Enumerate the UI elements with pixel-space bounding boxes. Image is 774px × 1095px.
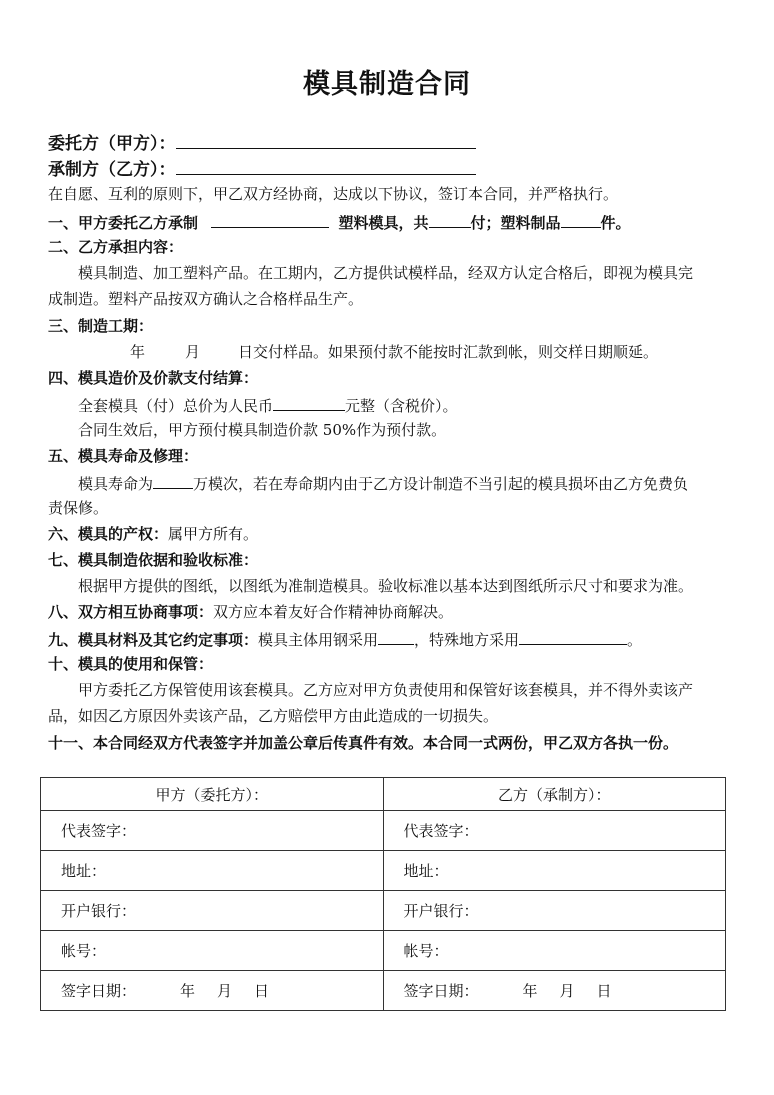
section-4-p2: 合同生效后，甲方预付模具制造价款 50%作为预付款。: [78, 421, 447, 439]
party-b-date-label: 签字日期：: [403, 982, 479, 1000]
section-2-p2: 成制造。塑料产品按双方确认之合格样品生产。: [48, 290, 364, 308]
section-11: 十一、本合同经双方代表签字并加盖公章后传真件有效。本合同一式两份，甲乙双方各执一份。: [48, 734, 679, 752]
party-b-date-month: 月: [559, 982, 575, 1000]
s6-text: 属甲方所有。: [168, 525, 259, 543]
party-b-bank[interactable]: 开户银行：: [383, 891, 726, 931]
s3-year: 年: [130, 343, 146, 361]
s3-delivery-text: 日交付样品。如果预付款不能按时汇款到帐，则交样日期顺延。: [238, 343, 659, 361]
section-4-p1: [78, 393, 734, 417]
mold-life-blank[interactable]: [153, 471, 193, 489]
s6-heading: 六、模具的产权：: [48, 525, 169, 543]
section-10-heading: 十、模具的使用和保管：: [48, 655, 214, 673]
s5-life-text-b: 万模次，若在寿命期内由于乙方设计制造不当引起的模具损坏由乙方免费负: [193, 475, 689, 493]
section-10-p2: 品，如因乙方原因外卖该产品，乙方赔偿甲方由此造成的一切损失。: [48, 707, 499, 725]
party-a-header: 甲方（委托方）：: [41, 778, 384, 811]
section-3-heading: 三、制造工期：: [48, 317, 154, 335]
steel-blank[interactable]: [378, 627, 414, 645]
section-2-p1: 模具制造、加工塑料产品。在工期内，乙方提供试模样品，经双方认定合格后，即视为模具完: [78, 264, 694, 282]
section-3-text: [130, 341, 734, 363]
party-a-date-year: 年: [180, 982, 196, 1000]
s9-text-c: 。: [627, 631, 643, 649]
section-5-p2: 责保修。: [48, 499, 109, 517]
section-6: [48, 523, 734, 545]
party-b-line: [48, 157, 734, 181]
section-4-heading: 四、模具造价及价款支付结算：: [48, 369, 259, 387]
party-b-sign-date[interactable]: [383, 971, 726, 1011]
party-a-account[interactable]: 帐号：: [41, 931, 384, 971]
section-5-p1: [78, 471, 734, 495]
s3-month: 月: [185, 343, 201, 361]
party-b-account[interactable]: 帐号：: [383, 931, 726, 971]
party-b-rep-signature[interactable]: 代表签字：: [383, 811, 726, 851]
party-a-label: 委托方（甲方）：: [48, 134, 176, 154]
section-10-p1: 甲方委托乙方保管使用该套模具。乙方应对甲方负责使用和保管好该套模具，并不得外卖该产: [78, 681, 694, 699]
s9-text-b: ，特殊地方采用: [414, 631, 520, 649]
section-1: [48, 210, 734, 234]
party-b-date-year: 年: [522, 982, 538, 1000]
section-7-heading: 七、模具制造依据和验收标准：: [48, 551, 259, 569]
section-7-p1: 根据甲方提供的图纸，以图纸为准制造模具。验收标准以基本达到图纸所示尺寸和要求为准。: [78, 577, 694, 595]
party-a-line: [48, 131, 734, 155]
party-b-address[interactable]: 地址：: [383, 851, 726, 891]
section-2-heading: 二、乙方承担内容：: [48, 238, 184, 256]
s8-text: 双方应本着友好合作精神协商解决。: [213, 603, 454, 621]
section-9: [48, 627, 734, 651]
party-b-blank[interactable]: [176, 157, 476, 175]
party-a-date-day: 日: [254, 982, 270, 1000]
party-a-sign-date[interactable]: [41, 971, 384, 1011]
document-title: 模具制造合同: [303, 69, 471, 100]
s1-text-a: 一、甲方委托乙方承制: [48, 214, 199, 232]
mold-name-blank[interactable]: [211, 210, 329, 228]
party-a-date-month: 月: [217, 982, 233, 1000]
party-a-rep-signature[interactable]: 代表签字：: [41, 811, 384, 851]
party-a-bank[interactable]: 开户银行：: [41, 891, 384, 931]
party-a-blank[interactable]: [176, 131, 476, 149]
section-5-heading: 五、模具寿命及修理：: [48, 447, 199, 465]
section-8: [48, 601, 734, 623]
party-a-date-label: 签字日期：: [61, 982, 137, 1000]
intro-text: 在自愿、互利的原则下，甲乙双方经协商，达成以下协议，签订本合同，并严格执行。: [48, 185, 619, 203]
s9-heading: 九、模具材料及其它约定事项：: [48, 631, 259, 649]
mold-count-blank[interactable]: [429, 210, 471, 228]
s5-life-text: 模具寿命为: [78, 475, 154, 493]
party-b-header: 乙方（承制方）：: [383, 778, 726, 811]
party-b-label: 承制方（乙方）：: [48, 160, 176, 180]
s8-heading: 八、双方相互协商事项：: [48, 603, 214, 621]
special-material-blank[interactable]: [519, 627, 627, 645]
s1-text-b: 塑料模具，共: [338, 214, 429, 232]
s1-text-c: 付；塑料制品: [470, 214, 561, 232]
party-b-date-day: 日: [596, 982, 612, 1000]
s1-text-d: 件。: [600, 214, 631, 232]
signature-table: [40, 777, 726, 1011]
s9-text-a: 模具主体用钢采用: [258, 631, 379, 649]
price-blank[interactable]: [273, 393, 345, 411]
s4-price-unit: 元整（含税价）。: [345, 397, 458, 415]
party-a-address[interactable]: 地址：: [41, 851, 384, 891]
product-count-blank[interactable]: [561, 210, 601, 228]
s4-price-text: 全套模具（付）总价为人民币: [78, 397, 274, 415]
